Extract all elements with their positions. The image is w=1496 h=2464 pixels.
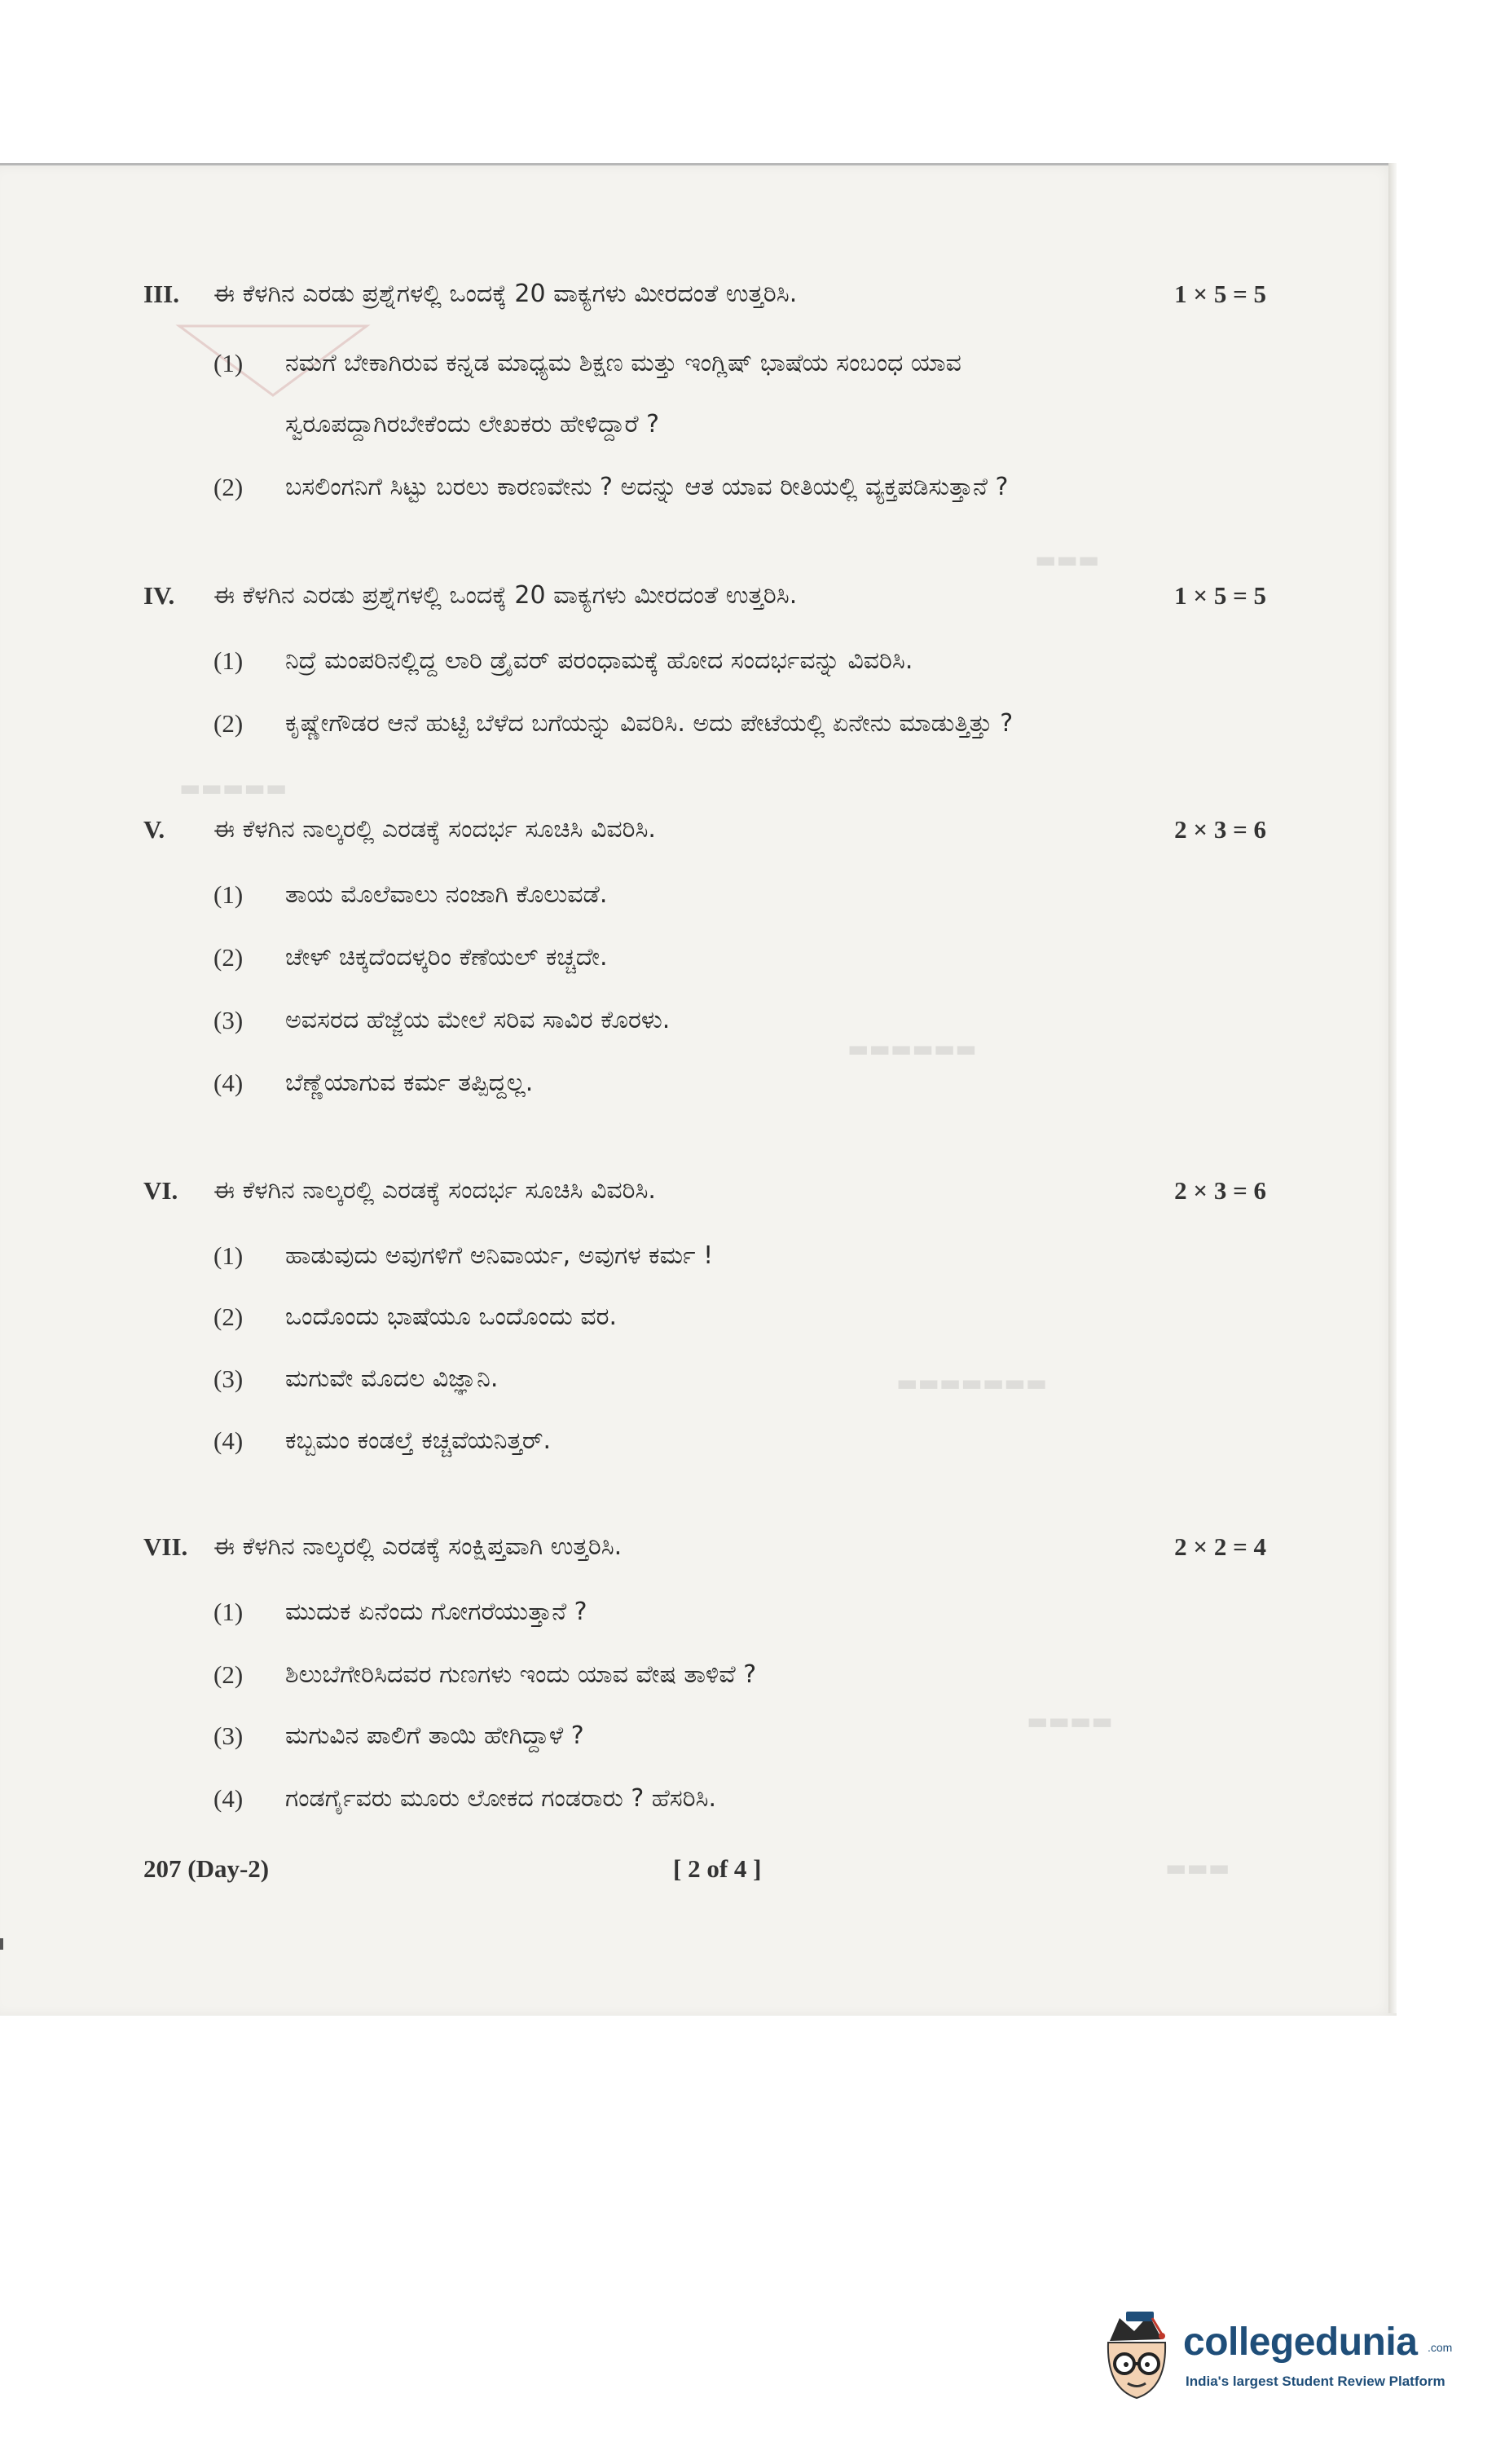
- question-number: (2): [213, 709, 244, 738]
- section-marks: 1 × 5 = 5: [1174, 581, 1266, 610]
- question-number: (3): [213, 1721, 244, 1750]
- question-number: (4): [213, 1426, 244, 1455]
- question-text: ಹಾಡುವುದು ಅವುಗಳಿಗೆ ಅನಿವಾರ್ಯ, ಅವುಗಳ ಕರ್ಮ !: [285, 1241, 714, 1270]
- brand-suffix: .com: [1428, 2341, 1453, 2354]
- paper-code: 207 (Day-2): [143, 1854, 270, 1883]
- question-number: (1): [213, 1598, 244, 1626]
- section-number: VII.: [143, 1532, 188, 1561]
- section-instruction: ಈ ಕೆಳಗಿನ ಎರಡು ಪ್ರಶ್ನೆಗಳಲ್ಲಿ ಒಂದಕ್ಕೆ 20 ವಾಕ್ಯಗಳು ಮೀರದಂತೆ ಉತ್ತರಿಸಿ.: [213, 280, 798, 308]
- question-number: (4): [213, 1784, 244, 1813]
- question-text: ಒಂದೊಂದು ಭಾಷೆಯೂ ಒಂದೊಂದು ವರ.: [285, 1303, 618, 1331]
- question-number: (3): [213, 1006, 244, 1034]
- question-text-continuation: ಸ್ವರೂಪದ್ದಾಗಿರಬೇಕೆಂದು ಲೇಖಕರು ಹೇಳಿದ್ದಾರೆ ?: [285, 410, 660, 439]
- brand-tagline: India's largest Student Review Platform: [1186, 2374, 1445, 2389]
- bleed-through-mark: ▬▬▬▬▬: [179, 774, 288, 801]
- question-text: ಬೆಣ್ಣೆಯಾಗುವ ಕರ್ಮ ತಪ್ಪಿದ್ದಲ್ಲ.: [285, 1069, 534, 1097]
- section-marks: 1 × 5 = 5: [1174, 280, 1266, 308]
- collegedunia-watermark: [1092, 2307, 1453, 2413]
- question-text: ಮಗುವೇ ಮೊದಲ ವಿಜ್ಞಾನಿ.: [285, 1364, 499, 1393]
- section-instruction: ಈ ಕೆಳಗಿನ ನಾಲ್ಕರಲ್ಲಿ ಎರಡಕ್ಕೆ ಸಂದರ್ಭ ಸೂಚಿಸಿ ವಿವರಿಸಿ.: [213, 815, 656, 844]
- scanned-page: [0, 163, 1397, 2016]
- bleed-through-mark: ▬▬▬: [1165, 1854, 1230, 1881]
- binding-mark: [0, 1938, 3, 1950]
- question-text: ಶಿಲುಬೆಗೇರಿಸಿದವರ ಗುಣಗಳು ಇಂದು ಯಾವ ವೇಷ ತಾಳಿವೆ ?: [285, 1660, 757, 1689]
- question-number: (1): [213, 349, 244, 377]
- question-text: ಮುದುಕ ಏನೆಂದು ಗೋಗರೆಯುತ್ತಾನೆ ?: [285, 1598, 587, 1626]
- question-text: ನಿದ್ರೆ ಮಂಪರಿನಲ್ಲಿದ್ದ ಲಾರಿ ಡ್ರೈವರ್ ಪರಂಧಾಮಕ್ಕೆ ಹೋದ ಸಂದರ್ಭವನ್ನು ವಿವರಿಸಿ.: [285, 646, 913, 675]
- page-indicator: [ 2 of 4 ]: [673, 1854, 762, 1883]
- section-instruction: ಈ ಕೆಳಗಿನ ನಾಲ್ಕರಲ್ಲಿ ಎರಡಕ್ಕೆ ಸಂದರ್ಭ ಸೂಚಿಸಿ ವಿವರಿಸಿ.: [213, 1176, 656, 1205]
- question-text: ನಮಗೆ ಬೇಕಾಗಿರುವ ಕನ್ನಡ ಮಾಧ್ಯಮ ಶಿಕ್ಷಣ ಮತ್ತು ಇಂಗ್ಲಿಷ್ ಭಾಷೆಯ ಸಂಬಂಧ ಯಾವ: [285, 349, 961, 377]
- section-marks: 2 × 2 = 4: [1174, 1532, 1266, 1561]
- section-number: VI.: [143, 1176, 178, 1205]
- question-text: ಮಗುವಿನ ಪಾಲಿಗೆ ತಾಯಿ ಹೇಗಿದ್ದಾಳೆ ?: [285, 1721, 584, 1750]
- question-number: (4): [213, 1069, 244, 1097]
- section-number: III.: [143, 280, 179, 308]
- question-number: (2): [213, 1303, 244, 1331]
- question-number: (1): [213, 646, 244, 675]
- mascot-logo-icon: [1092, 2307, 1181, 2413]
- question-text: ಚೇಳ್ ಚಿಕ್ಕದೆಂದಳ್ಕರಿಂ ಕೆಣೆಯಲ್ ಕಚ್ಚದೇ.: [285, 943, 608, 972]
- bleed-through-mark: ▬▬▬: [1035, 546, 1100, 573]
- question-text: ತಾಯ ಮೊಲೆವಾಲು ನಂಜಾಗಿ ಕೊಲುವಡೆ.: [285, 880, 608, 909]
- bleed-through-mark: ▬▬▬▬▬▬: [847, 1035, 977, 1062]
- question-number: (2): [213, 473, 244, 501]
- question-number: (2): [213, 943, 244, 972]
- question-text: ಗಂಡರ್ಗೈವರು ಮೂರು ಲೋಕದ ಗಂಡರಾರು ? ಹೆಸರಿಸಿ.: [285, 1784, 717, 1813]
- question-number: (1): [213, 880, 244, 909]
- question-text: ಕಬ್ಬಮಂ ಕಂಡಲ್ತೆ ಕಚ್ಚವೆಯನಿತ್ತರ್.: [285, 1426, 552, 1455]
- question-number: (2): [213, 1660, 244, 1689]
- question-text: ಕೃಷ್ಣೇಗೌಡರ ಆನೆ ಹುಟ್ಟಿ ಬೆಳೆದ ಬಗೆಯನ್ನು ವಿವರಿಸಿ. ಅದು ಪೇಟೆಯಲ್ಲಿ ಏನೇನು ಮಾಡುತ್ತಿತ್ತು ?: [285, 709, 1014, 738]
- scan-edge-shadow: [1388, 163, 1397, 2013]
- section-instruction: ಈ ಕೆಳಗಿನ ಎರಡು ಪ್ರಶ್ನೆಗಳಲ್ಲಿ ಒಂದಕ್ಕೆ 20 ವಾಕ್ಯಗಳು ಮೀರದಂತೆ ಉತ್ತರಿಸಿ.: [213, 581, 798, 610]
- section-instruction: ಈ ಕೆಳಗಿನ ನಾಲ್ಕರಲ್ಲಿ ಎರಡಕ್ಕೆ ಸಂಕ್ಷಿಪ್ತವಾಗಿ ಉತ್ತರಿಸಿ.: [213, 1532, 623, 1561]
- bleed-through-mark: ▬▬▬▬▬▬▬: [896, 1369, 1048, 1396]
- section-marks: 2 × 3 = 6: [1174, 1176, 1266, 1205]
- section-number: V.: [143, 815, 165, 844]
- question-text: ಬಸಲಿಂಗನಿಗೆ ಸಿಟ್ಟು ಬರಲು ಕಾರಣವೇನು ? ಅದನ್ನು ಆತ ಯಾವ ರೀತಿಯಲ್ಲಿ ವ್ಯಕ್ತಪಡಿಸುತ್ತಾನೆ ?: [285, 473, 1009, 501]
- question-number: (1): [213, 1241, 244, 1270]
- question-text: ಅವಸರದ ಹೆಜ್ಜೆಯ ಮೇಲೆ ಸರಿವ ಸಾವಿರ ಕೊರಳು.: [285, 1006, 671, 1034]
- brand-name: collegedunia: [1183, 2321, 1418, 2364]
- section-marks: 2 × 3 = 6: [1174, 815, 1266, 844]
- bleed-through-mark: ▬▬▬▬: [1027, 1708, 1113, 1734]
- question-number: (3): [213, 1364, 244, 1393]
- section-number: IV.: [143, 581, 175, 610]
